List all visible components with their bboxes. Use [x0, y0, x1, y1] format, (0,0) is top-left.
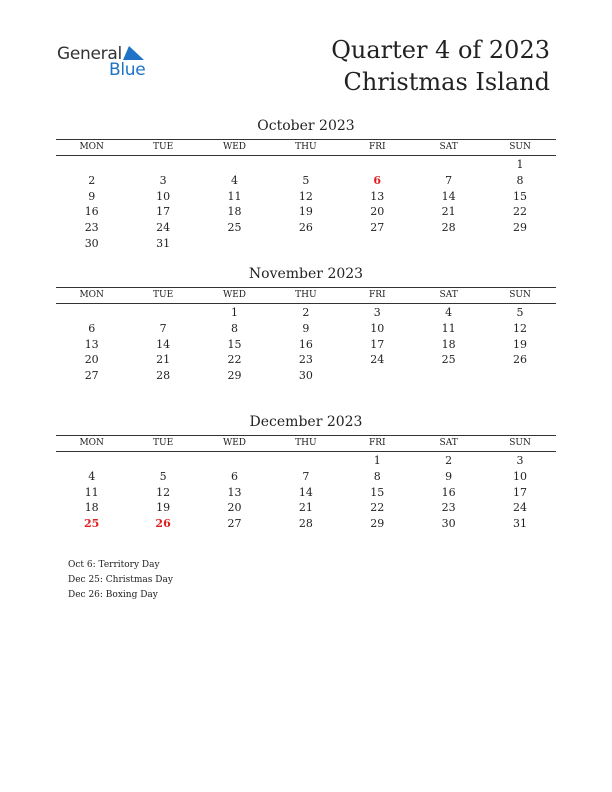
day-cell: 30 — [84, 236, 99, 250]
weekday-label: WED — [222, 438, 246, 448]
day-cell: 26 — [513, 353, 528, 367]
day-cell: 24 — [370, 353, 385, 367]
month-title: October 2023 — [257, 118, 355, 134]
empty-day-cell — [484, 236, 555, 252]
day-cell: 9 — [88, 189, 96, 203]
weekday-label: FRI — [368, 438, 386, 448]
day-cell: 10 — [156, 189, 171, 203]
empty-day-cell — [342, 368, 413, 384]
day-cell: 21 — [156, 353, 171, 367]
header-rule-bottom — [56, 155, 556, 156]
title-location: Christmas Island — [343, 68, 550, 96]
day-cell: 14 — [298, 485, 313, 499]
day-cell: 29 — [513, 221, 528, 235]
month-title: December 2023 — [249, 414, 363, 430]
day-cell: 10 — [513, 469, 528, 483]
day-cell: 22 — [513, 205, 528, 219]
day-cell: 18 — [441, 337, 456, 351]
day-cell: 25 — [84, 517, 100, 531]
day-cell: 30 — [441, 517, 456, 531]
logo-text-general: General — [57, 44, 122, 64]
day-cell: 8 — [516, 173, 524, 187]
weekday-header — [56, 288, 556, 303]
day-grid — [56, 305, 556, 384]
day-cell: 16 — [84, 205, 99, 219]
day-cell: 27 — [84, 369, 99, 383]
weekday-label: SUN — [509, 290, 531, 300]
day-cell: 12 — [513, 321, 528, 335]
day-cell: 13 — [84, 337, 99, 351]
holiday-note: Oct 6: Territory Day — [68, 560, 160, 570]
day-cell: 26 — [155, 517, 171, 531]
day-cell: 5 — [516, 306, 524, 319]
day-cell: 7 — [302, 469, 310, 483]
day-cell: 13 — [227, 485, 242, 499]
day-grid — [56, 157, 556, 252]
weekday-label: SAT — [439, 290, 458, 300]
day-cell: 19 — [156, 501, 171, 515]
weekday-label: WED — [222, 290, 246, 300]
empty-day-cell — [342, 157, 413, 173]
weekday-header — [56, 140, 556, 155]
day-cell: 29 — [370, 517, 385, 531]
day-cell: 7 — [445, 173, 453, 187]
empty-day-cell — [413, 236, 484, 252]
day-cell: 30 — [298, 369, 313, 383]
day-cell: 8 — [230, 321, 238, 335]
empty-day-cell — [413, 157, 484, 173]
day-cell: 12 — [156, 485, 171, 499]
day-cell: 17 — [513, 485, 528, 499]
weekday-label: THU — [295, 290, 317, 300]
day-cell: 18 — [84, 501, 99, 515]
day-cell: 9 — [302, 321, 310, 335]
empty-day-cell — [342, 236, 413, 252]
day-cell: 13 — [370, 189, 385, 203]
day-cell: 23 — [84, 221, 99, 235]
day-cell: 5 — [302, 173, 310, 187]
day-cell: 2 — [88, 173, 96, 187]
empty-day-cell — [199, 236, 270, 252]
day-cell: 25 — [441, 353, 456, 367]
header-rule-bottom — [56, 451, 556, 452]
day-cell: 5 — [159, 469, 167, 483]
day-cell: 23 — [298, 353, 313, 367]
weekday-label: TUE — [153, 142, 174, 152]
weekday-label: FRI — [368, 142, 386, 152]
day-cell: 31 — [156, 236, 171, 250]
day-cell: 4 — [445, 306, 453, 319]
empty-day-cell — [413, 368, 484, 384]
day-cell: 26 — [298, 221, 313, 235]
day-cell: 28 — [156, 369, 171, 383]
day-cell: 6 — [230, 469, 238, 483]
header-rule-bottom — [56, 303, 556, 304]
day-cell: 11 — [227, 189, 242, 203]
day-cell: 1 — [516, 158, 524, 171]
day-cell: 16 — [298, 337, 313, 351]
empty-day-cell — [484, 368, 555, 384]
empty-day-cell — [199, 453, 270, 469]
day-cell: 19 — [513, 337, 528, 351]
day-cell: 17 — [370, 337, 385, 351]
month-november — [56, 265, 556, 384]
weekday-label: MON — [79, 290, 104, 300]
day-cell: 15 — [513, 189, 528, 203]
weekday-header — [56, 436, 556, 451]
day-cell: 9 — [445, 469, 453, 483]
day-cell: 21 — [441, 205, 456, 219]
day-cell: 6 — [88, 321, 96, 335]
weekday-label: SAT — [439, 142, 458, 152]
month-december — [56, 413, 556, 532]
day-cell: 8 — [373, 469, 381, 483]
day-cell: 1 — [230, 306, 238, 319]
day-cell: 4 — [230, 173, 238, 187]
day-cell: 6 — [373, 173, 382, 187]
day-cell: 24 — [513, 501, 528, 515]
day-cell: 10 — [370, 321, 385, 335]
day-cell: 20 — [227, 501, 242, 515]
day-cell: 27 — [227, 517, 242, 531]
empty-day-cell — [56, 305, 127, 321]
day-cell: 23 — [441, 501, 456, 515]
day-cell: 20 — [370, 205, 385, 219]
empty-day-cell — [270, 157, 341, 173]
empty-day-cell — [199, 157, 270, 173]
logo-text-blue: Blue — [109, 60, 146, 80]
day-cell: 24 — [156, 221, 171, 235]
weekday-label: WED — [222, 142, 246, 152]
day-cell: 22 — [227, 353, 242, 367]
day-cell: 22 — [370, 501, 385, 515]
holiday-note: Dec 26: Boxing Day — [68, 590, 158, 600]
day-cell: 19 — [298, 205, 313, 219]
weekday-label: MON — [79, 142, 104, 152]
weekday-label: FRI — [368, 290, 386, 300]
day-cell: 31 — [513, 517, 528, 531]
day-cell: 12 — [298, 189, 313, 203]
day-cell: 15 — [227, 337, 242, 351]
day-cell: 16 — [441, 485, 456, 499]
empty-day-cell — [127, 453, 198, 469]
weekday-label: THU — [295, 142, 317, 152]
day-cell: 21 — [298, 501, 313, 515]
empty-day-cell — [56, 157, 127, 173]
day-cell: 2 — [302, 306, 310, 319]
empty-day-cell — [127, 305, 198, 321]
logo-triangle-icon — [123, 45, 145, 61]
day-cell: 28 — [298, 517, 313, 531]
title-quarter: Quarter 4 of 2023 — [331, 36, 550, 64]
day-cell: 11 — [84, 485, 99, 499]
day-cell: 2 — [445, 454, 453, 467]
day-cell: 3 — [159, 173, 167, 187]
day-cell: 15 — [370, 485, 385, 499]
weekday-label: SUN — [509, 142, 531, 152]
day-cell: 1 — [373, 454, 381, 467]
month-october — [56, 117, 556, 252]
day-cell: 18 — [227, 205, 242, 219]
holiday-list — [68, 558, 173, 603]
general-blue-logo — [57, 43, 157, 83]
weekday-label: MON — [79, 438, 104, 448]
day-cell: 14 — [156, 337, 171, 351]
weekday-label: SAT — [439, 438, 458, 448]
holiday-note: Dec 25: Christmas Day — [68, 575, 173, 585]
day-cell: 3 — [516, 454, 524, 467]
page-title — [331, 34, 550, 98]
empty-day-cell — [127, 157, 198, 173]
weekday-label: SUN — [509, 438, 531, 448]
day-cell: 3 — [373, 306, 381, 319]
day-cell: 4 — [88, 469, 96, 483]
empty-day-cell — [270, 236, 341, 252]
day-cell: 29 — [227, 369, 242, 383]
empty-day-cell — [270, 453, 341, 469]
day-cell: 14 — [441, 189, 456, 203]
day-cell: 25 — [227, 221, 242, 235]
day-cell: 20 — [84, 353, 99, 367]
day-cell: 28 — [441, 221, 456, 235]
weekday-label: THU — [295, 438, 317, 448]
day-grid — [56, 453, 556, 532]
day-cell: 27 — [370, 221, 385, 235]
day-cell: 11 — [441, 321, 456, 335]
month-title: November 2023 — [248, 266, 364, 282]
weekday-label: TUE — [153, 438, 174, 448]
weekday-label: TUE — [153, 290, 174, 300]
empty-day-cell — [56, 453, 127, 469]
day-cell: 7 — [159, 321, 167, 335]
day-cell: 17 — [156, 205, 171, 219]
